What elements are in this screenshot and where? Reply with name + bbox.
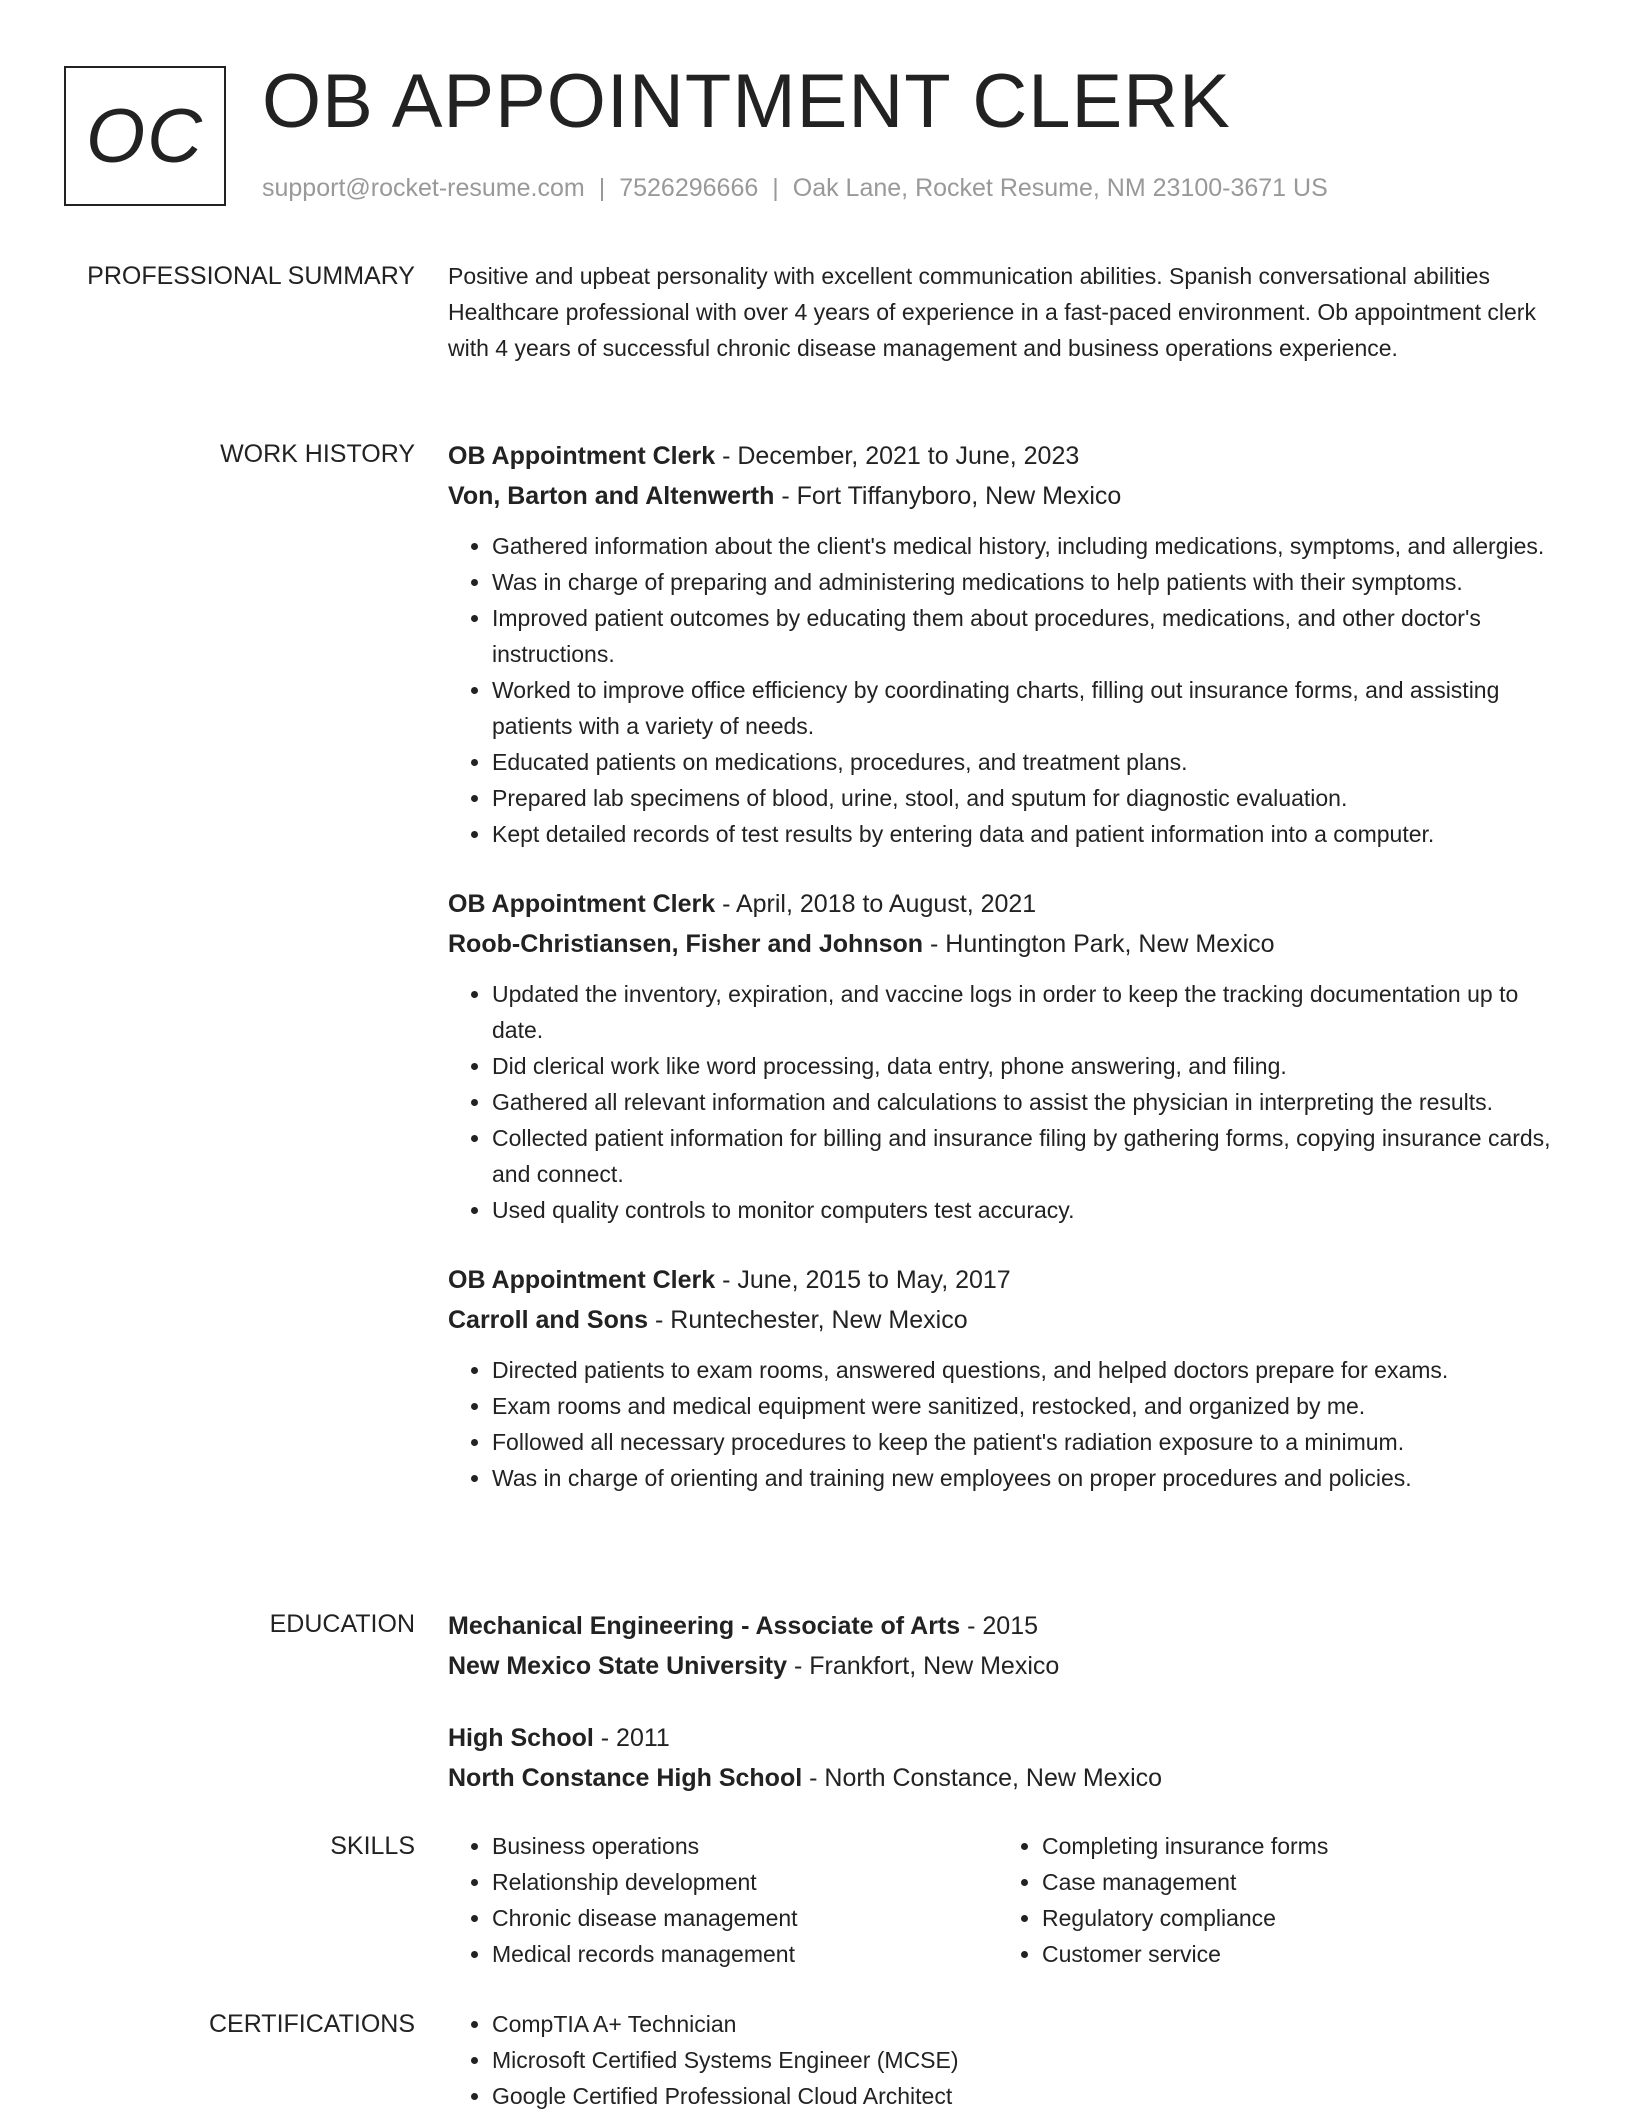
email[interactable]: support@rocket-resume.com <box>262 174 585 202</box>
skill-item: • Customer service <box>1042 1936 1548 1972</box>
list-item: • Improved patient outcomes by educating them about procedures, medications, and other doctor's instructions. <box>492 600 1568 672</box>
section-label: EDUCATION <box>269 1610 415 1638</box>
section-label: WORK HISTORY <box>220 440 415 468</box>
skill-item: • Regulatory compliance <box>1042 1900 1548 1936</box>
list-item: • Used quality controls to monitor computers test accuracy. <box>492 1192 1568 1228</box>
job-title: OB Appointment Clerk <box>448 442 716 470</box>
certification-item: • Google Certified Professional Cloud Architect <box>492 2078 1568 2114</box>
education-entry <box>448 1606 1568 1686</box>
certification-item: • Microsoft Certified Systems Engineer (MCSE) <box>492 2042 1568 2078</box>
summary-text: Positive and upbeat personality with excellent communication abilities. Spanish conversational abilities Healthcare professional with over 4 years of experience in a fast-paced environment. Ob appointment clerk with 4 years of successful chronic disease management and business operations experience. <box>448 263 1536 361</box>
school: New Mexico State University <box>448 1652 788 1680</box>
job-title: OB Appointment Clerk <box>448 1266 716 1294</box>
job-entry <box>448 1260 1568 1496</box>
education-entry <box>448 1718 1568 1798</box>
job-title: OB Appointment Clerk <box>448 890 716 918</box>
job-dates: - April, 2018 to August, 2021 <box>715 890 1037 918</box>
list-item: • Did clerical work like word processing, data entry, phone answering, and filing. <box>492 1048 1568 1084</box>
job-location: - Runtechester, New Mexico <box>648 1306 968 1334</box>
school: North Constance High School <box>448 1764 803 1792</box>
skill-item: • Completing insurance forms <box>1042 1828 1548 1864</box>
list-item: • Worked to improve office efficiency by coordinating charts, filling out insurance forms, and assisting patients with a variety of needs. <box>492 672 1568 744</box>
edu-year: - 2015 <box>960 1612 1039 1640</box>
skill-item: • Case management <box>1042 1864 1548 1900</box>
address: Oak Lane, Rocket Resume, NM 23100-3671 US <box>792 174 1328 202</box>
list-item: • Kept detailed records of test results by entering data and patient information into a computer. <box>492 816 1568 852</box>
skill-item: • Medical records management <box>492 1936 998 1972</box>
job-entry <box>448 884 1568 1228</box>
skill-item: • Chronic disease management <box>492 1900 998 1936</box>
degree: Mechanical Engineering - Associate of Arts <box>448 1612 961 1640</box>
school-location: - North Constance, New Mexico <box>802 1764 1163 1792</box>
list-item: • Was in charge of orienting and training new employees on proper procedures and policies. <box>492 1460 1568 1496</box>
certification-item: • CompTIA A+ Technician <box>492 2006 1568 2042</box>
list-item: • Followed all necessary procedures to keep the patient's radiation exposure to a minimum. <box>492 1424 1568 1460</box>
list-item: • Collected patient information for billing and insurance filing by gathering forms, copying insurance cards, and connect. <box>492 1120 1568 1192</box>
list-item: • Prepared lab specimens of blood, urine, stool, and sputum for diagnostic evaluation. <box>492 780 1568 816</box>
page-title: OB APPOINTMENT CLERK <box>262 59 1231 144</box>
section-label: CERTIFICATIONS <box>208 2010 415 2038</box>
edu-year: - 2011 <box>593 1724 670 1752</box>
list-item: • Directed patients to exam rooms, answered questions, and helped doctors prepare for exams. <box>492 1352 1568 1388</box>
skill-item: • Business operations <box>492 1828 998 1864</box>
list-item: • Exam rooms and medical equipment were sanitized, restocked, and organized by me. <box>492 1388 1568 1424</box>
monogram: OC <box>64 66 226 206</box>
company: Von, Barton and Altenwerth <box>448 482 775 510</box>
job-location: - Fort Tiffanyboro, New Mexico <box>774 482 1122 510</box>
section-label: SKILLS <box>330 1832 415 1860</box>
list-item: • Was in charge of preparing and administering medications to help patients with their symptoms. <box>492 564 1568 600</box>
separator: | <box>598 174 606 202</box>
job-dates: - December, 2021 to June, 2023 <box>715 442 1080 470</box>
company: Carroll and Sons <box>448 1306 649 1334</box>
company: Roob-Christiansen, Fisher and Johnson <box>448 930 924 958</box>
phone[interactable]: 7526296666 <box>619 174 759 202</box>
job-location: - Huntington Park, New Mexico <box>923 930 1275 958</box>
job-entry <box>448 436 1568 852</box>
job-dates: - June, 2015 to May, 2017 <box>715 1266 1011 1294</box>
list-item: • Gathered information about the client's medical history, including medications, symptoms, and allergies. <box>492 528 1568 564</box>
skill-item: • Relationship development <box>492 1864 998 1900</box>
degree: High School <box>448 1724 594 1752</box>
list-item: • Updated the inventory, expiration, and vaccine logs in order to keep the tracking documentation up to date. <box>492 976 1568 1048</box>
school-location: - Frankfort, New Mexico <box>787 1652 1060 1680</box>
separator: | <box>772 174 779 202</box>
list-item: • Gathered all relevant information and calculations to assist the physician in interpreting the results. <box>492 1084 1568 1120</box>
list-item: • Educated patients on medications, procedures, and treatment plans. <box>492 744 1568 780</box>
contact-line <box>262 174 1328 203</box>
section-label: PROFESSIONAL SUMMARY <box>87 262 415 290</box>
